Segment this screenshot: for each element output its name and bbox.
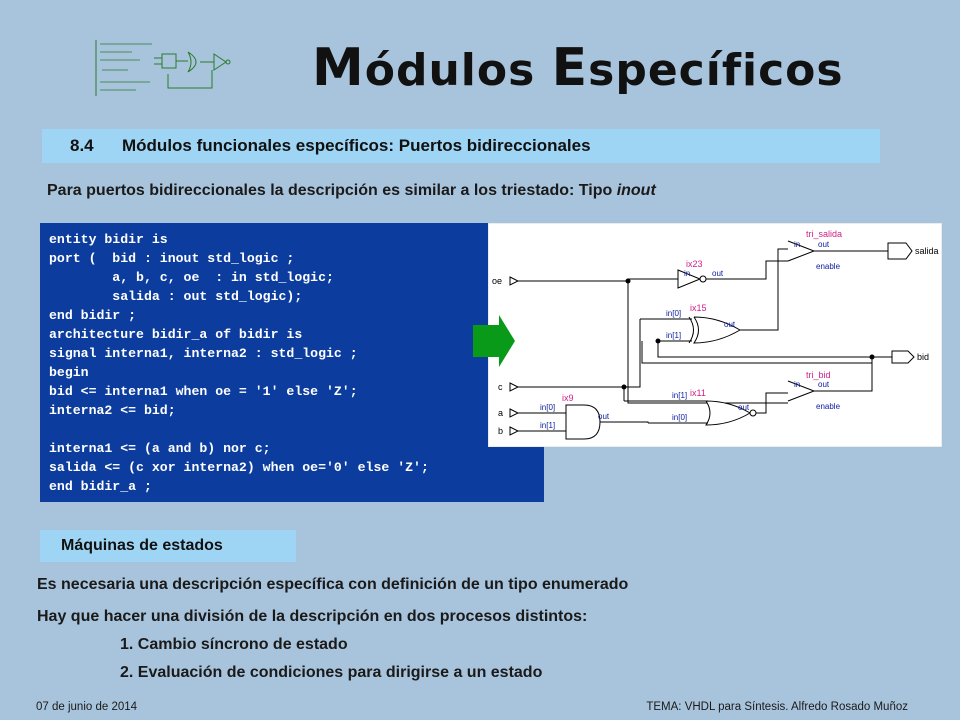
section-number: 8.4 — [70, 136, 94, 155]
gate-ix23: ix23 — [686, 259, 703, 269]
code-line: architecture bidir_a of bidir is — [49, 327, 303, 342]
ix15-in1: in[1] — [666, 331, 682, 340]
state-line-1: Es necesaria una descripción específica con definición de un tipo enumerado — [37, 576, 629, 593]
ix11-out: out — [738, 403, 750, 412]
tri-salida-out: out — [818, 240, 830, 249]
port-c: c — [498, 382, 503, 392]
code-line — [49, 420, 544, 439]
ix23-out: out — [712, 269, 724, 278]
port-oe: oe — [492, 276, 503, 286]
vhdl-sketch-logo — [92, 34, 242, 102]
ix11-in0: in[0] — [672, 413, 688, 422]
port-bid: bid — [917, 352, 930, 362]
tri-bid-enable: enable — [816, 402, 841, 411]
ix9-out: out — [598, 412, 610, 421]
section-label: Módulos funcionales específicos: Puertos bidireccionales — [122, 136, 591, 155]
gate-ix9: ix9 — [562, 393, 574, 403]
state-item-2: 2. Evaluación de condiciones para dirigirse a un estado — [120, 664, 543, 681]
code-line: end bidir ; — [49, 308, 137, 323]
tri-salida-enable: enable — [816, 262, 841, 271]
footer-topic: TEMA: VHDL para Síntesis. Alfredo Rosado Muñoz — [646, 701, 908, 713]
tri-bid-in: in — [794, 380, 801, 389]
port-b: b — [498, 426, 504, 436]
footer-date: 07 de junio de 2014 — [36, 701, 138, 713]
code-line: begin — [49, 365, 89, 380]
ix15-in0: in[0] — [666, 309, 682, 318]
title-word-2: specíficos — [588, 45, 844, 96]
gate-tri-salida: tri_salida — [806, 229, 843, 239]
code-line: signal interna1, interna2 : std_logic ; — [49, 346, 358, 361]
green-right-arrow-icon — [473, 315, 515, 367]
tri-bid-out: out — [818, 380, 830, 389]
code-line: bid <= interna1 when oe = '1' else 'Z'; — [49, 384, 358, 399]
code-line: salida <= (c xor interna2) when oe='0' else 'Z'; — [49, 460, 429, 475]
title-cap-m: M — [312, 38, 365, 98]
port-a: a — [498, 408, 504, 418]
vhdl-code-block — [40, 223, 544, 502]
state-machines-heading: Máquinas de estados — [61, 537, 223, 554]
code-line: end bidir_a ; — [49, 479, 152, 494]
intro-main: Para puertos bidireccionales la descripción es similar a los triestado: Tipo — [47, 182, 617, 199]
code-line: interna1 <= (a and b) nor c; — [49, 441, 271, 456]
state-item-1: 1. Cambio síncrono de estado — [120, 636, 348, 653]
section-band — [42, 129, 880, 163]
tri-salida-in: in — [794, 240, 801, 249]
title-cap-e: E — [551, 38, 589, 98]
ix15-out: out — [724, 320, 736, 329]
ix11-in1: in[1] — [672, 391, 688, 400]
intro-emphasis: inout — [616, 182, 656, 199]
code-line: a, b, c, oe : in std_logic; — [49, 270, 334, 285]
state-machines-band — [40, 530, 296, 562]
code-line: interna2 <= bid; — [49, 403, 176, 418]
ix23-in: in — [684, 269, 691, 278]
code-line: entity bidir is — [49, 232, 168, 247]
port-salida: salida — [915, 246, 939, 256]
gate-tri-bid: tri_bid — [806, 370, 831, 380]
intro-text — [47, 182, 656, 200]
title-word-1: ódulos — [364, 45, 552, 96]
code-line: salida : out std_logic); — [49, 289, 303, 304]
ix9-in1: in[1] — [540, 421, 556, 430]
code-line: port ( bid : inout std_logic ; — [49, 251, 295, 266]
slide-title — [312, 38, 872, 108]
bidir-schematic — [488, 223, 942, 447]
ix9-in0: in[0] — [540, 403, 556, 412]
gate-ix11: ix11 — [690, 388, 706, 398]
gate-ix15: ix15 — [690, 303, 707, 313]
state-line-2: Hay que hacer una división de la descripción en dos procesos distintos: — [37, 608, 588, 625]
